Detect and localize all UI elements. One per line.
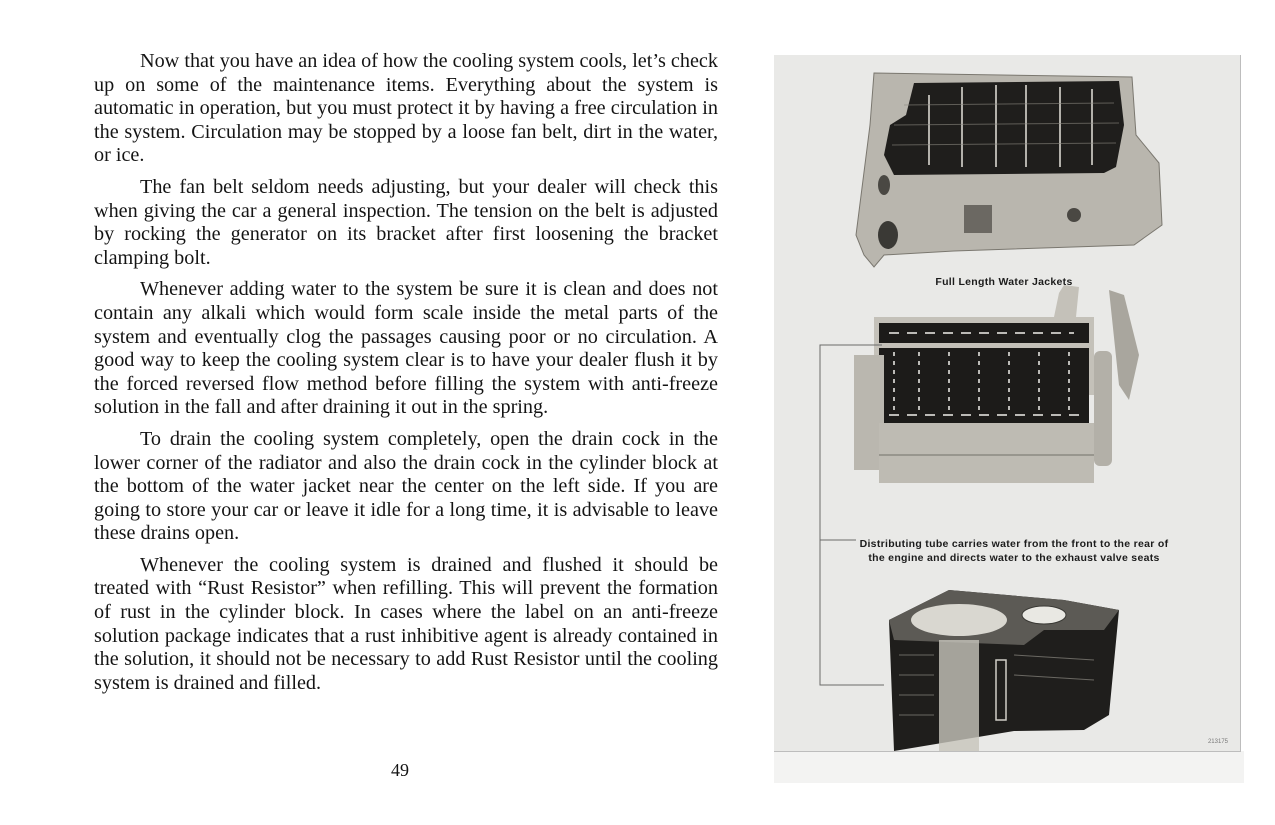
plate-margin (774, 751, 1244, 783)
engine-block-cutaway (856, 73, 1162, 267)
cylinder-section-cutaway (889, 590, 1119, 751)
illustration-plate (774, 55, 1241, 752)
paragraph: The fan belt seldom needs adjusting, but your dealer will check this when giving the car a general inspection. The tension on the belt is adjusted by rocking the generator on its bracket after first loosening the bracket clamping bolt. (94, 175, 718, 269)
page-number: 49 (391, 760, 409, 780)
illustration-drawing (774, 55, 1240, 751)
caption-water-jackets: Full Length Water Jackets (935, 276, 1073, 288)
paragraph: Whenever the cooling system is drained and flushed it should be treated with “Rust Resistor” when refilling. This will prevent the formation of rust in the cylinder block. In cases where the label on an anti-freeze solution package indicates that a rust inhibitive agent is already contained in the solution, it should not be necessary to add Rust Resistor until the cooling system is drained and filled. (94, 553, 718, 694)
figure-number: 213175 (1207, 739, 1228, 745)
paragraph: Whenever adding water to the system be sure it is clean and does not contain any alkali which would form scale inside the metal parts of the system and eventually clog the passages causing poor or no circulation. A good way to keep the cooling system clear is to have your dealer flush it by the forced reversed flow method before filling the system with anti-freeze solution in the fall and after draining it out in the spring. (94, 278, 718, 419)
caption-distributing-tube: Distributing tube carries water from the front to the rear of the engine and directs water to the exhaust valve seats (859, 538, 1169, 564)
paragraph: To drain the cooling system completely, open the drain cock in the lower corner of the radiator and also the drain cock in the cylinder block at the bottom of the water jacket near the center on the left side. If you are going to store your car or leave it idle for a long time, it is advisable to leave these drains open. (94, 427, 718, 545)
paragraph: Now that you have an idea of how the cooling system cools, let’s check up on some of the maintenance items. Everything about the system is automatic in operation, but you must protect it by having a free circulation in the system. Circulation may be stopped by a loose fan belt, dirt in the water, or ice. (94, 50, 718, 167)
body-text (94, 50, 718, 703)
